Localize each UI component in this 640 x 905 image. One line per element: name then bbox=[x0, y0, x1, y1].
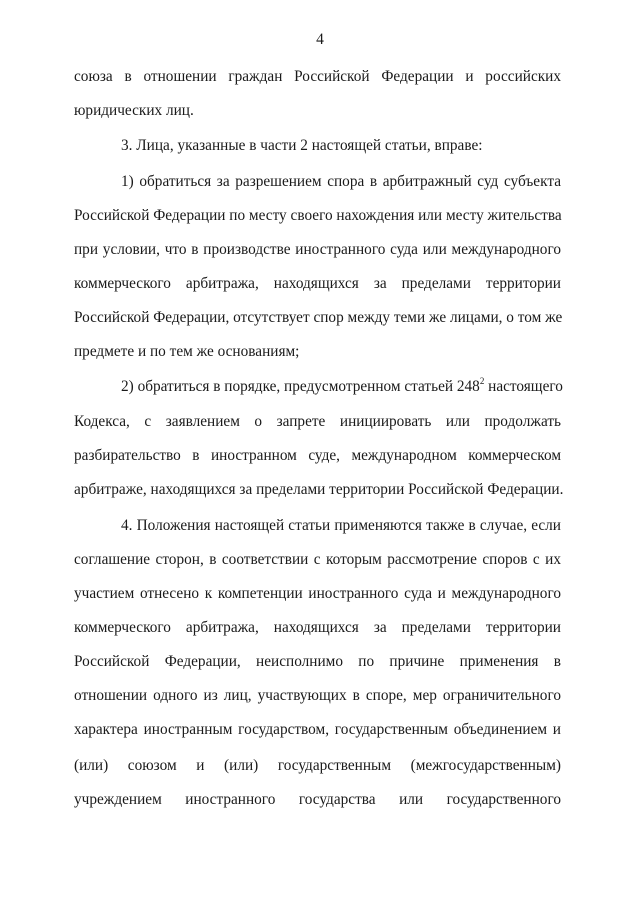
text-segment: 2) обратиться в порядке, предусмотренном статьей 248 bbox=[121, 378, 480, 395]
text-line: коммерческого арбитража, находящихся за пределами территории bbox=[74, 275, 561, 292]
text-line: соглашение сторон, в соответствии с которым рассмотрение споров с их bbox=[74, 551, 561, 568]
text-line: союза в отношении граждан Российской Федерации и российских bbox=[74, 68, 561, 85]
text-line: 1) обратиться за разрешением спора в арбитражный суд субъекта bbox=[121, 173, 561, 190]
page-number: 4 bbox=[316, 31, 324, 48]
text-line-with-superscript bbox=[121, 377, 561, 397]
text-line: Российской Федерации, отсутствует спор между теми же лицами, о том же bbox=[74, 309, 563, 326]
text-line: участием отнесено к компетенции иностранного суда и международного bbox=[74, 585, 561, 602]
text-line: арбитраже, находящихся за пределами территории Российской Федерации. bbox=[74, 481, 564, 498]
text-line: при условии, что в производстве иностранного суда или международного bbox=[74, 241, 561, 258]
text-line: отношении одного из лиц, участвующих в споре, мер ограничительного bbox=[74, 687, 561, 704]
text-line: предмете и по тем же основаниям; bbox=[74, 343, 300, 360]
article-superscript: 2 bbox=[479, 376, 485, 386]
text-line: 4. Положения настоящей статьи применяются также в случае, если bbox=[121, 517, 561, 534]
paragraph-heading-line: 3. Лица, указанные в части 2 настоящей статьи, вправе: bbox=[121, 137, 483, 154]
text-line: учреждением иностранного государства или государственного bbox=[74, 791, 561, 808]
text-segment: настоящего bbox=[484, 378, 563, 395]
text-line: разбирательство в иностранном суде, международном коммерческом bbox=[74, 447, 561, 464]
text-line: коммерческого арбитража, находящихся за пределами территории bbox=[74, 619, 561, 636]
text-line: характера иностранным государством, государственным объединением и bbox=[74, 721, 561, 738]
text-line: Российской Федерации, неисполнимо по причине применения в bbox=[74, 653, 561, 670]
text-line: Российской Федерации по месту своего нахождения или месту жительства bbox=[74, 207, 562, 224]
text-line: юридических лиц. bbox=[74, 102, 194, 119]
text-line: Кодекса, с заявлением о запрете инициировать или продолжать bbox=[74, 413, 561, 430]
text-line: (или) союзом и (или) государственным (межгосударственным) bbox=[74, 757, 561, 774]
